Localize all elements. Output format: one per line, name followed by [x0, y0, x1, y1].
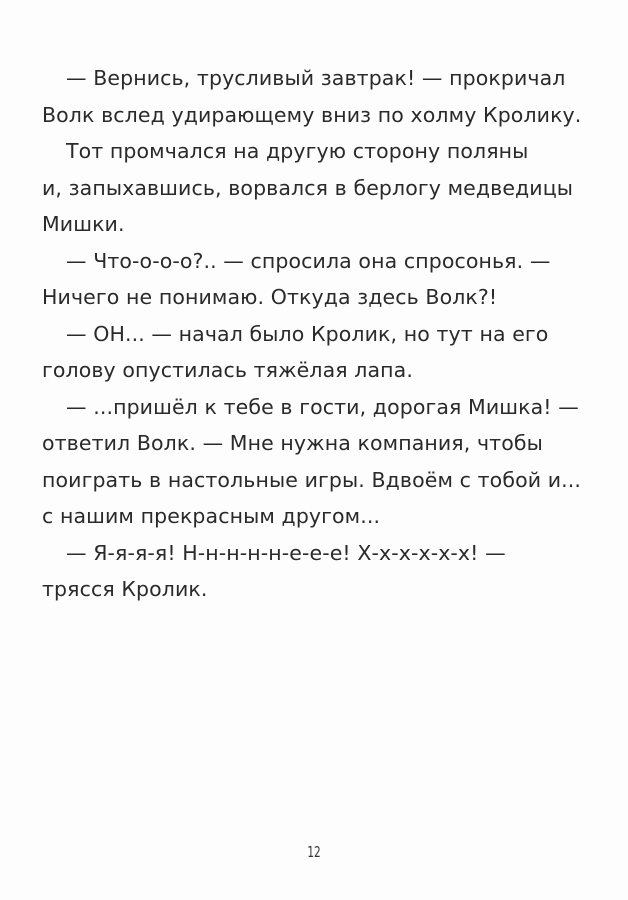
text-line: — Я-я-я-я! Н-н-н-н-н-е-е-е! Х-х-х-х-х-х! —	[66, 540, 506, 565]
text-line: Тот промчался на другую сторону поляны	[66, 139, 529, 163]
text-line: — ОН... — начал было Кролик, но тут на его	[66, 321, 549, 346]
text-line: — ...пришёл к тебе в гости, дорогая Мишка! —	[66, 394, 579, 419]
text-line: — Что-о-о-о?.. — спросила она спросонья. —	[66, 248, 551, 273]
text-line: Ничего не понимаю. Откуда здесь Волк?!	[42, 285, 498, 309]
text-line: с нашим прекрасным другом...	[42, 504, 381, 528]
text-line: голову опустилась тяжёлая лапа.	[42, 358, 413, 382]
text-line: трясся Кролик.	[42, 577, 208, 601]
text-line: Волк вслед удирающему вниз по холму Кролику.	[42, 102, 582, 127]
text-line: Мишки.	[42, 212, 125, 236]
story-text	[42, 60, 602, 608]
page-number: 12	[307, 843, 321, 861]
text-line: поиграть в настольные игры. Вдвоём с тобой и...	[42, 467, 582, 492]
text-line: ответил Волк. — Мне нужна компания, чтобы	[42, 431, 543, 455]
text-line: и, запыхавшись, ворвался в берлогу медведицы	[42, 175, 574, 200]
text-line: — Вернись, трусливый завтрак! — прокричал	[66, 66, 566, 90]
